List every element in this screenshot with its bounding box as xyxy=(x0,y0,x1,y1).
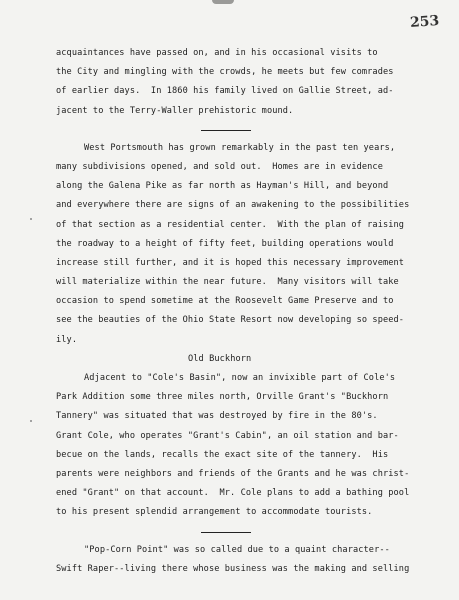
section-heading: Old Buckhorn xyxy=(188,353,252,364)
text-line: ily. xyxy=(56,334,78,345)
text-line: West Portsmouth has grown remarkably in the past ten years, xyxy=(84,142,396,153)
text-line: many subdivisions opened, and sold out. Homes are in evidence xyxy=(56,161,383,172)
text-line: of earlier days. In 1860 his family lived on Gallie Street, ad- xyxy=(56,86,394,97)
paper-speck xyxy=(30,218,32,220)
section-divider xyxy=(201,532,251,533)
binding-hole-mark xyxy=(212,0,234,4)
text-line: Adjacent to "Cole's Basin", now an invixible part of Cole's xyxy=(84,373,396,383)
text-line: occasion to spend sometime at the Roosevelt Game Preserve and to xyxy=(56,296,394,307)
text-line: jacent to the Terry-Waller prehistoric mound. xyxy=(56,105,294,116)
text-line: the roadway to a height of fifty feet, building operations would xyxy=(56,238,394,249)
section-divider xyxy=(201,130,251,131)
text-line: of that section as a residential center. With the plan of raising xyxy=(56,219,405,230)
text-line: Grant Cole, who operates "Grant's Cabin", an oil station and bar- xyxy=(56,430,399,441)
text-line: to his present splendid arrangement to accommodate tourists. xyxy=(56,507,373,518)
text-line: increase still further, and it is hoped this necessary improvement xyxy=(56,257,405,268)
body-text xyxy=(56,44,436,579)
text-line: becue on the lands, recalls the exact site of the tannery. His xyxy=(56,449,389,460)
text-line: parents were neighbors and friends of the Grants and he was christ- xyxy=(56,468,410,479)
text-line: acquaintances have passed on, and in his occasional visits to xyxy=(56,48,378,58)
text-line: along the Galena Pike as far north as Hayman's Hill, and beyond xyxy=(56,181,389,192)
text-line: Park Addition some three miles north, Orville Grant's "Buckhorn xyxy=(56,392,389,403)
text-line: ened "Grant" on that account. Mr. Cole plans to add a bathing pool xyxy=(56,488,410,499)
text-line: "Pop-Corn Point" was so called due to a quaint character-- xyxy=(84,544,390,555)
text-line: see the beauties of the Ohio State Resort now developing so speed- xyxy=(56,315,405,326)
text-line: the City and mingling with the crowds, he meets but few comrades xyxy=(56,67,394,78)
text-line: Swift Raper--living there whose business was the making and selling xyxy=(56,563,410,574)
paper-speck xyxy=(30,420,32,422)
page-number: 253 xyxy=(409,12,440,32)
text-line: Tannery" was situated that was destroyed by fire in the 80's. xyxy=(56,411,378,422)
text-line: and everywhere there are signs of an awakening to the possibilities xyxy=(56,200,410,211)
text-line: will materialize within the near future. Many visitors will take xyxy=(56,277,399,288)
